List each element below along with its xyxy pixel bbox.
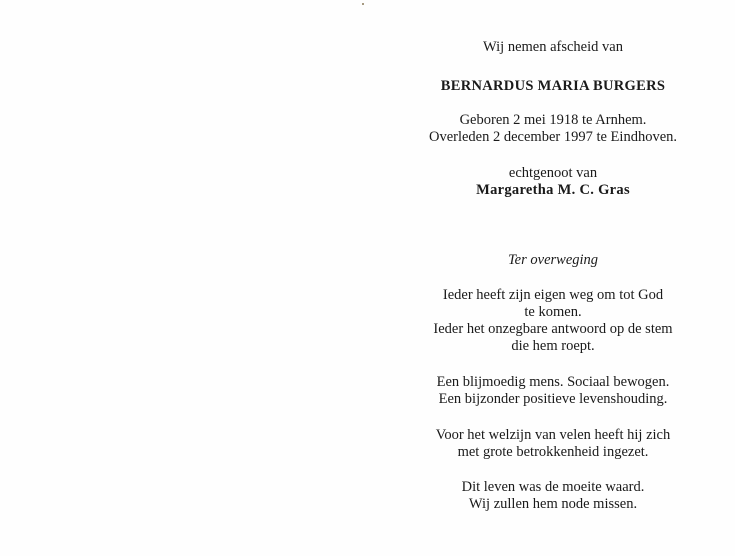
death-line: Overleden 2 december 1997 te Eindhoven.: [428, 129, 678, 145]
birth-line: Geboren 2 mei 1918 te Arnhem.: [459, 112, 647, 128]
intro-text: Wij nemen afscheid van: [483, 39, 623, 55]
spouse-name: Margaretha M. C. Gras: [476, 182, 630, 198]
spouse-intro: echtgenoot van: [508, 165, 598, 181]
reflection-line: met grote betrokkenheid ingezet.: [457, 444, 649, 460]
reflection-line: Een bijzonder positieve levenshouding.: [438, 391, 668, 407]
reflection-line: te komen.: [524, 304, 582, 320]
reflection-line: Dit leven was de moeite waard.: [461, 479, 645, 495]
reflection-heading: Ter overweging: [507, 252, 599, 268]
reflection-line: Voor het welzijn van velen heeft hij zich: [435, 427, 671, 443]
reflection-line: Een blijmoedig mens. Sociaal bewogen.: [436, 374, 670, 390]
reflection-line: Ieder heeft zijn eigen weg om tot God: [442, 287, 664, 303]
deceased-name: BERNARDUS MARIA BURGERS: [440, 78, 666, 94]
reflection-line: die hem roept.: [511, 338, 595, 354]
paper-speck: [362, 3, 364, 5]
reflection-line: Wij zullen hem node missen.: [468, 496, 638, 512]
reflection-line: Ieder het onzegbare antwoord op de stem: [433, 321, 673, 337]
